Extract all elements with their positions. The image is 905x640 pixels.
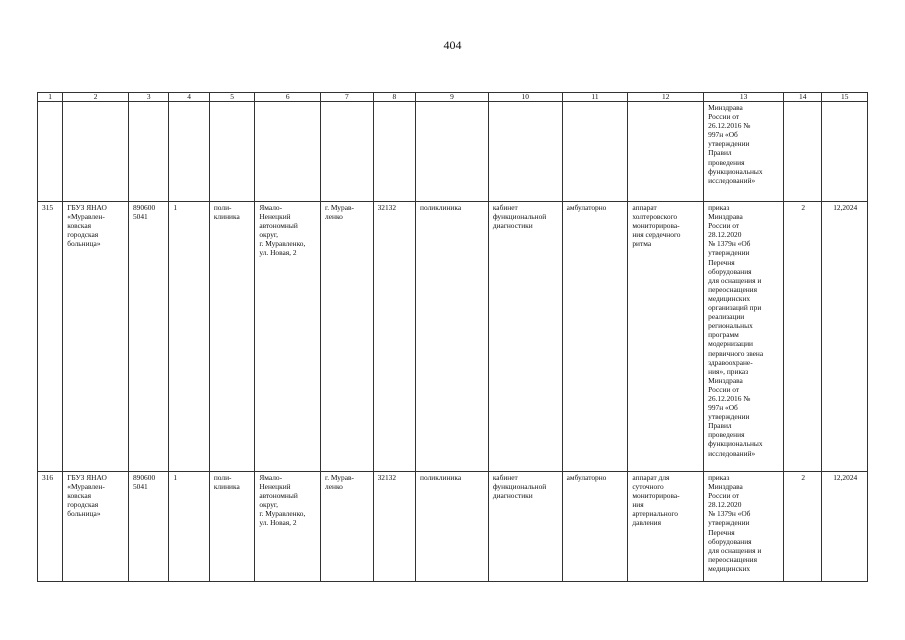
legal-basis-cell: Минздрава России от 26.12.2016 № 997н «Об утверждении Правил проведения функциональных исследований» [704, 102, 784, 202]
table-cell [209, 102, 254, 202]
table-cell: 1 [169, 202, 209, 472]
header-row [38, 93, 868, 102]
city: г. Мурав- ленко [321, 472, 374, 582]
column-header: 4 [169, 93, 209, 102]
cabinet: кабинет функциональной диагностики [488, 202, 562, 472]
column-header: 15 [822, 93, 868, 102]
page-number: 404 [443, 38, 462, 52]
column-header: 12 [628, 93, 704, 102]
table-cell [169, 102, 209, 202]
department: поликлиника [416, 202, 489, 472]
table-row [38, 202, 868, 472]
deadline: 12,2024 [822, 202, 868, 472]
row-number: 315 [38, 202, 63, 472]
column-header: 1 [38, 93, 63, 102]
legal-basis-cell: приказ Минздрава России от 28.12.2020 № 1379н «Об утверждении Перечня оборудования для оснащения и переоснащения медицинских [704, 472, 784, 582]
address: Ямало- Ненецкий автономный округ, г. Муравленко, ул. Новая, 2 [255, 472, 321, 582]
table-cell [416, 102, 489, 202]
quantity: 2 [784, 202, 822, 472]
table-cell [562, 102, 628, 202]
table-cell [255, 102, 321, 202]
table-cell [784, 102, 822, 202]
table-cell [38, 102, 63, 202]
legal-basis-cell: приказ Минздрава России от 28.12.2020 № 1379н «Об утверждении Перечня оборудования для оснащения и переоснащения медицинских организаций при реализации региональных программ модернизации первичного звена здравоохране- ния», приказ Минздрава России от 26.12.2016 № 997н «Об утверждении Правил проведения функциональных исследований» [704, 202, 784, 472]
organization-name: ГБУЗ ЯНАО «Муравлен- ковская городская больница» [63, 472, 129, 582]
table-cell [628, 102, 704, 202]
org-code: 890600 5041 [128, 202, 168, 472]
equipment: аппарат холтеровского мониторирова- ния сердечного ритма [628, 202, 704, 472]
cabinet: кабинет функциональной диагностики [488, 472, 562, 582]
column-header: 13 [704, 93, 784, 102]
organization-name: ГБУЗ ЯНАО «Муравлен- ковская городская больница» [63, 202, 129, 472]
column-header: 9 [416, 93, 489, 102]
column-header: 3 [128, 93, 168, 102]
continuation-row [38, 102, 868, 202]
care-mode: амбулаторно [562, 202, 628, 472]
table-row [38, 472, 868, 582]
table-cell [321, 102, 374, 202]
column-header: 6 [255, 93, 321, 102]
table-cell [373, 102, 415, 202]
column-header: 5 [209, 93, 254, 102]
equipment: аппарат для суточного мониторирова- ния артериального давления [628, 472, 704, 582]
column-header: 14 [784, 93, 822, 102]
column-header: 2 [63, 93, 129, 102]
row-number: 316 [38, 472, 63, 582]
registry-table [37, 92, 868, 582]
table-cell [488, 102, 562, 202]
column-header: 10 [488, 93, 562, 102]
care-mode: амбулаторно [562, 472, 628, 582]
deadline: 12,2024 [822, 472, 868, 582]
quantity: 2 [784, 472, 822, 582]
org-code: 890600 5041 [128, 472, 168, 582]
table-cell [128, 102, 168, 202]
table-cell: 32132 [373, 202, 415, 472]
column-header: 7 [321, 93, 374, 102]
table-cell: 1 [169, 472, 209, 582]
table-cell [822, 102, 868, 202]
column-header: 8 [373, 93, 415, 102]
unit-type: поли- клиника [209, 472, 254, 582]
department: поликлиника [416, 472, 489, 582]
city: г. Мурав- ленко [321, 202, 374, 472]
table-cell: 32132 [373, 472, 415, 582]
column-header: 11 [562, 93, 628, 102]
address: Ямало- Ненецкий автономный округ, г. Муравленко, ул. Новая, 2 [255, 202, 321, 472]
table-cell [63, 102, 129, 202]
unit-type: поли- клиника [209, 202, 254, 472]
